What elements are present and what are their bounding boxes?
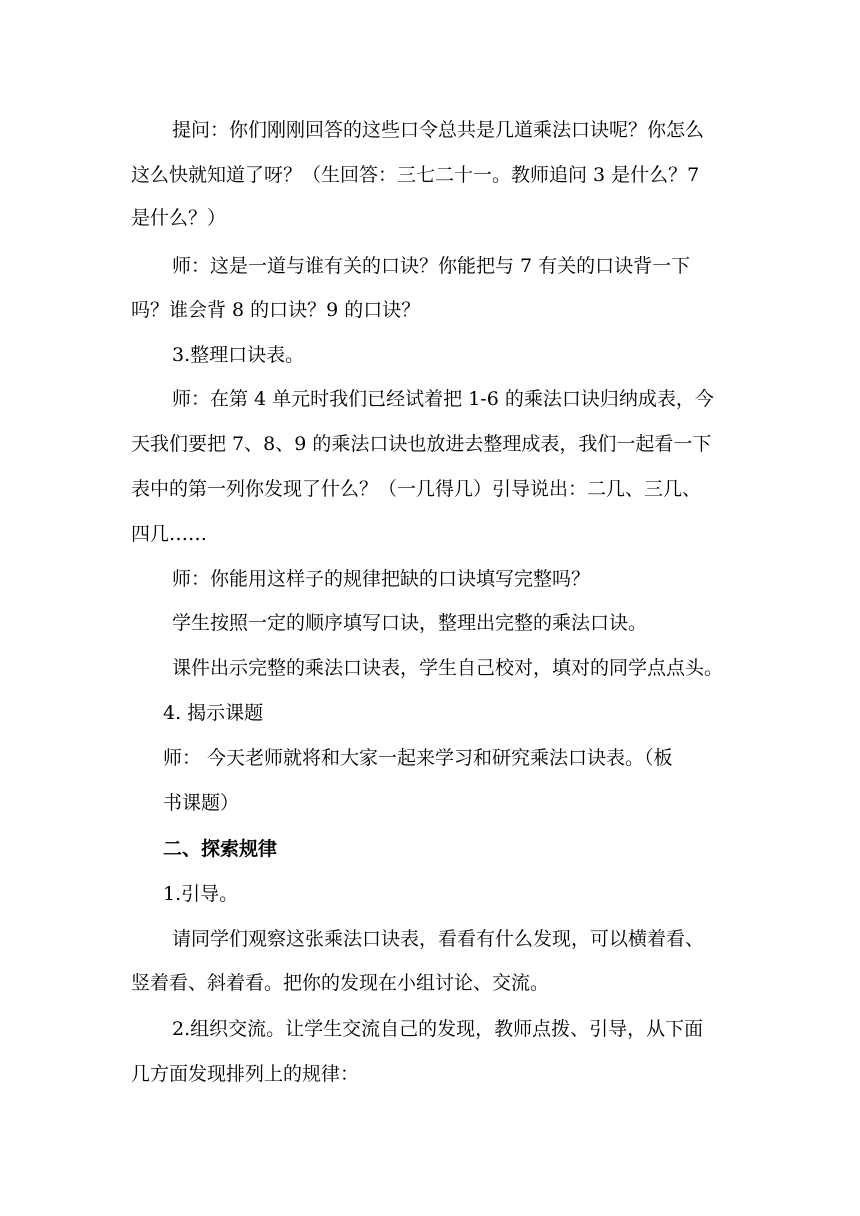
text-line: 请同学们观察这张乘法口诀表，看看有什么发现，可以横着看、 [172, 928, 705, 950]
text-line: 天我们要把 7、8、9 的乘法口诀也放进去整理成表，我们一起看一下 [131, 433, 712, 455]
text-line: 吗？谁会背 8 的口诀？9 的口诀？ [131, 299, 421, 321]
text-line: 师：这是一道与谁有关的口诀？你能把与 7 有关的口诀背一下 [172, 255, 691, 277]
section-heading: 4. 揭示课题 [163, 702, 264, 724]
text-line: 2.组织交流。让学生交流自己的发现，教师点拨、引导，从下面 [172, 1018, 704, 1040]
text-line: 几方面发现排列上的规律： [131, 1063, 360, 1085]
text-line: 表中的第一列你发现了什么？（一几得几）引导说出：二几、三几、 [131, 478, 702, 500]
text-line: 提问：你们刚刚回答的这些口令总共是几道乘法口诀呢？你怎么 [172, 119, 705, 141]
section-heading: 二、探索规律 [163, 838, 278, 860]
text-line: 竖着看、斜着看。把你的发现在小组讨论、交流。 [131, 972, 550, 994]
text-line: 师：在第 4 单元时我们已经试着把 1-6 的乘法口诀归纳成表，今 [172, 388, 714, 410]
text-line: 师：你能用这样子的规律把缺的口诀填写完整吗？ [172, 568, 591, 590]
section-heading: 1.引导。 [163, 883, 239, 905]
text-line: 书课题） [163, 792, 240, 814]
section-heading: 3.整理口诀表。 [172, 344, 305, 366]
text-line: 这么快就知道了呀？（生回答：三七二十一。教师追问 3 是什么？7 [131, 164, 700, 186]
text-line: 学生按照一定的顺序填写口诀，整理出完整的乘法口诀。 [172, 612, 648, 634]
text-line: 四几…… [131, 523, 208, 545]
text-line: 师： 今天老师就将和大家一起来学习和研究乘法口诀表。（板 [163, 747, 673, 769]
text-line: 是什么？） [131, 207, 227, 229]
text-line: 课件出示完整的乘法口诀表，学生自己校对，填对的同学点点头。 [172, 657, 724, 679]
